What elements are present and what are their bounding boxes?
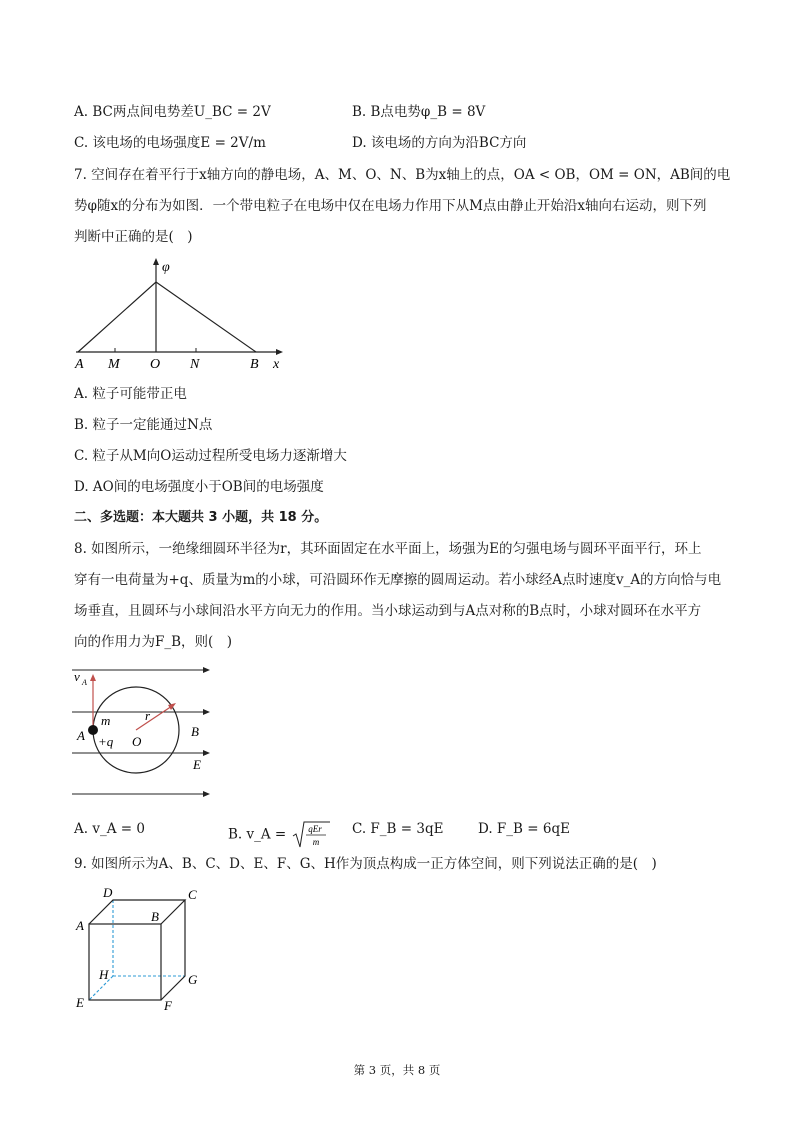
- q8-option-b-numerator: qEr: [307, 824, 322, 834]
- q8-stem-line3: 场垂直，且圆环与小球间沿水平方向无力的作用。当小球运动到与A点对称的B点时，小球对圆环在水平方: [74, 603, 702, 619]
- q6-option-a: A. BC两点间电势差U_BC = 2V: [74, 104, 271, 120]
- q9-fig-label-c: C: [188, 887, 197, 902]
- q8-option-d: D. F_B = 6qE: [478, 821, 570, 837]
- q8-fig-va-sub: A: [82, 678, 87, 687]
- q7-fig-label-n: N: [190, 357, 200, 372]
- q7-option-b: B. 粒子一定能通过N点: [74, 417, 213, 433]
- q7-option-a: A. 粒子可能带正电: [74, 386, 187, 402]
- q7-stem-line3: 判断中正确的是( ): [74, 229, 193, 245]
- q7-potential-figure: [70, 255, 290, 375]
- q8-fig-r-label: r: [145, 708, 151, 723]
- q7-option-d: D. AO间的电场强度小于OB间的电场强度: [74, 479, 324, 495]
- q8-option-b-radical: [291, 820, 331, 850]
- q7-fig-label-a: A: [75, 357, 84, 372]
- q8-fig-va-label: v: [74, 669, 80, 684]
- q8-option-c: C. F_B = 3qE: [352, 821, 444, 837]
- q8-option-b-denominator: m: [312, 837, 319, 847]
- q7-fig-phi-label: φ: [162, 260, 170, 275]
- q7-option-c: C. 粒子从M向O运动过程所受电场力逐渐增大: [74, 448, 347, 464]
- q8-stem-line4: 向的作用力为F_B，则( ): [74, 634, 233, 650]
- q8-fig-a-label: A: [77, 728, 85, 743]
- q9-fig-label-h: H: [99, 967, 109, 982]
- q7-fig-x-label: x: [273, 357, 280, 372]
- q9-fig-label-d: D: [103, 885, 113, 900]
- q9-fig-label-f: F: [164, 998, 172, 1013]
- q6-option-c: C. 该电场的电场强度E = 2V/m: [74, 135, 266, 151]
- q7-fig-label-m: M: [108, 357, 120, 372]
- q9-fig-label-a: A: [76, 918, 84, 933]
- page-footer: 第 3 页，共 8 页: [353, 1063, 441, 1077]
- q7-fig-label-b: B: [250, 357, 259, 372]
- q9-stem-line1: 9. 如图所示为A、B、C、D、E、F、G、H作为顶点构成一正方体空间，则下列说法正确的是( ): [74, 856, 657, 872]
- q7-fig-label-o: O: [150, 357, 161, 372]
- q6-option-d: D. 该电场的方向为沿BC方向: [352, 135, 527, 151]
- q8-fig-e-label: E: [193, 757, 201, 772]
- q9-fig-label-g: G: [188, 972, 198, 987]
- q8-fig-b-label: B: [191, 724, 199, 739]
- q8-fig-m-label: m: [101, 713, 111, 728]
- q8-stem-line1: 8. 如图所示，一绝缘细圆环半径为r，其环面固定在水平面上，场强为E的匀强电场与圆环平面平行，环上: [74, 541, 702, 557]
- q8-stem-line2: 穿有一电荷量为+q、质量为m的小球，可沿圆环作无摩擦的圆周运动。若小球经A点时速度v_A的方向恰与电: [74, 572, 722, 588]
- q9-cube-figure: [72, 884, 212, 1014]
- q8-option-b: [228, 820, 331, 850]
- q8-option-a: A. v_A = 0: [74, 821, 145, 837]
- q8-fig-q-label: +q: [98, 734, 114, 749]
- q8-ring-figure: [68, 662, 218, 802]
- q9-fig-label-e: E: [76, 995, 84, 1010]
- q7-stem-line1: 7. 空间存在着平行于x轴方向的静电场，A、M、O、N、B为x轴上的点，OA < OB，OM = ON，AB间的电: [74, 167, 731, 183]
- q8-option-b-prefix: B. v_A =: [228, 826, 287, 843]
- section-heading-multi-choice: 二、多选题：本大题共 3 小题，共 18 分。: [74, 510, 328, 525]
- q8-fig-o-label: O: [132, 734, 142, 749]
- q7-stem-line2: 势φ随x的分布为如图．一个带电粒子在电场中仅在电场力作用下从M点由静止开始沿x轴向右运动，则下列: [74, 198, 707, 214]
- q9-fig-label-b: B: [151, 909, 159, 924]
- q6-option-b: B. B点电势φ_B = 8V: [352, 104, 486, 120]
